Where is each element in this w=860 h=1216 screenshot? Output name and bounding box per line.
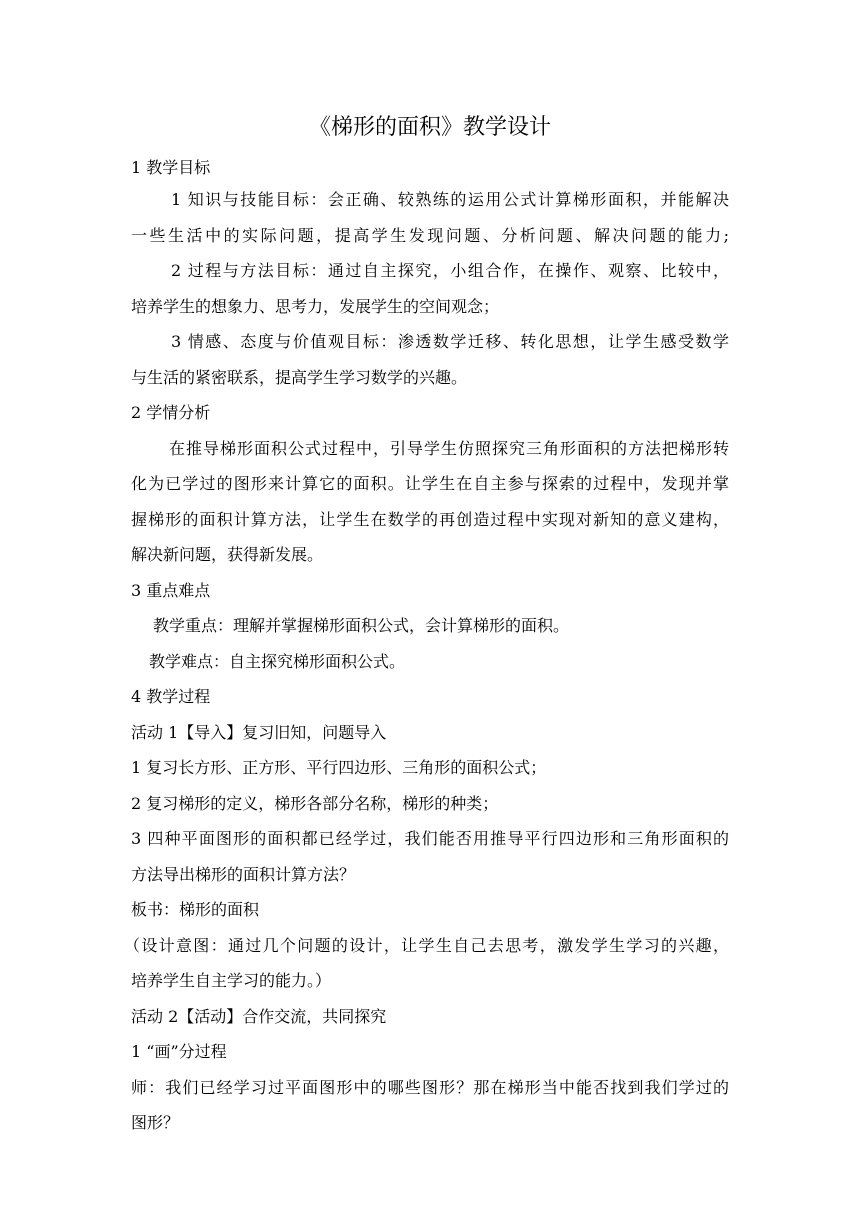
list-item: 1 “画”分过程	[131, 1042, 227, 1061]
list-item: 2 复习梯形的定义，梯形各部分名称，梯形的种类；	[131, 794, 499, 813]
section-heading-process: 4 教学过程	[131, 687, 211, 706]
section-heading-key-points: 3 重点难点	[131, 581, 211, 600]
difficulty-line: 教学难点：自主探究梯形面积公式。	[149, 652, 406, 671]
paragraph-line: 2 过程与方法目标：通过自主探究，小组合作，在操作、观察、比较中，	[171, 261, 729, 280]
paragraph-line: 图形？	[131, 1113, 180, 1132]
key-point-line: 教学重点：理解并掌握梯形面积公式，会计算梯形的面积。	[153, 616, 570, 635]
document-title: 《梯形的面积》教学设计	[308, 115, 551, 140]
paragraph-line: 师：我们已经学习过平面图形中的哪些图形？那在梯形当中能否找到我们学过的	[131, 1078, 729, 1097]
section-heading-analysis: 2 学情分析	[131, 403, 211, 422]
paragraph-line: 化为已学过的图形来计算它的面积。让学生在自主参与探索的过程中，发现并掌	[131, 474, 729, 493]
paragraph-line: 1 知识与技能目标：会正确、较熟练的运用公式计算梯形面积，并能解决	[171, 190, 729, 209]
section-heading-objectives: 1 教学目标	[131, 158, 211, 177]
board-note: 板书：梯形的面积	[131, 900, 260, 919]
paragraph-line: 握梯形的面积计算方法，让学生在数学的再创造过程中实现对新知的意义建构，	[131, 510, 729, 529]
design-intent-line: 培养学生自主学习的能力。）	[131, 971, 332, 990]
paragraph-line: 培养学生的想象力、思考力，发展学生的空间观念；	[131, 297, 500, 316]
paragraph-line: 方法导出梯形的面积计算方法？	[131, 865, 356, 884]
paragraph-line: 与生活的紧密联系，提高学生学习数学的兴趣。	[131, 368, 468, 387]
paragraph-line: 在推导梯形面积公式过程中，引导学生仿照探究三角形面积的方法把梯形转	[169, 439, 729, 458]
activity-heading: 活动 2【活动】合作交流，共同探究	[131, 1007, 387, 1026]
design-intent-line: （设计意图：通过几个问题的设计，让学生自己去思考，激发学生学习的兴趣，	[124, 936, 729, 955]
paragraph-line: 解决新问题，获得新发展。	[131, 545, 324, 564]
paragraph-line: 3 情感、态度与价值观目标：渗透数学迁移、转化思想，让学生感受数学	[171, 332, 729, 351]
activity-heading: 活动 1【导入】复习旧知，问题导入	[131, 723, 387, 742]
paragraph-line: 一些生活中的实际问题，提高学生发现问题、分析问题、解决问题的能力;	[131, 226, 729, 245]
list-item: 1 复习长方形、正方形、平行四边形、三角形的面积公式；	[131, 758, 547, 777]
list-item: 3 四种平面图形的面积都已经学过，我们能否用推导平行四边形和三角形面积的	[131, 829, 729, 848]
